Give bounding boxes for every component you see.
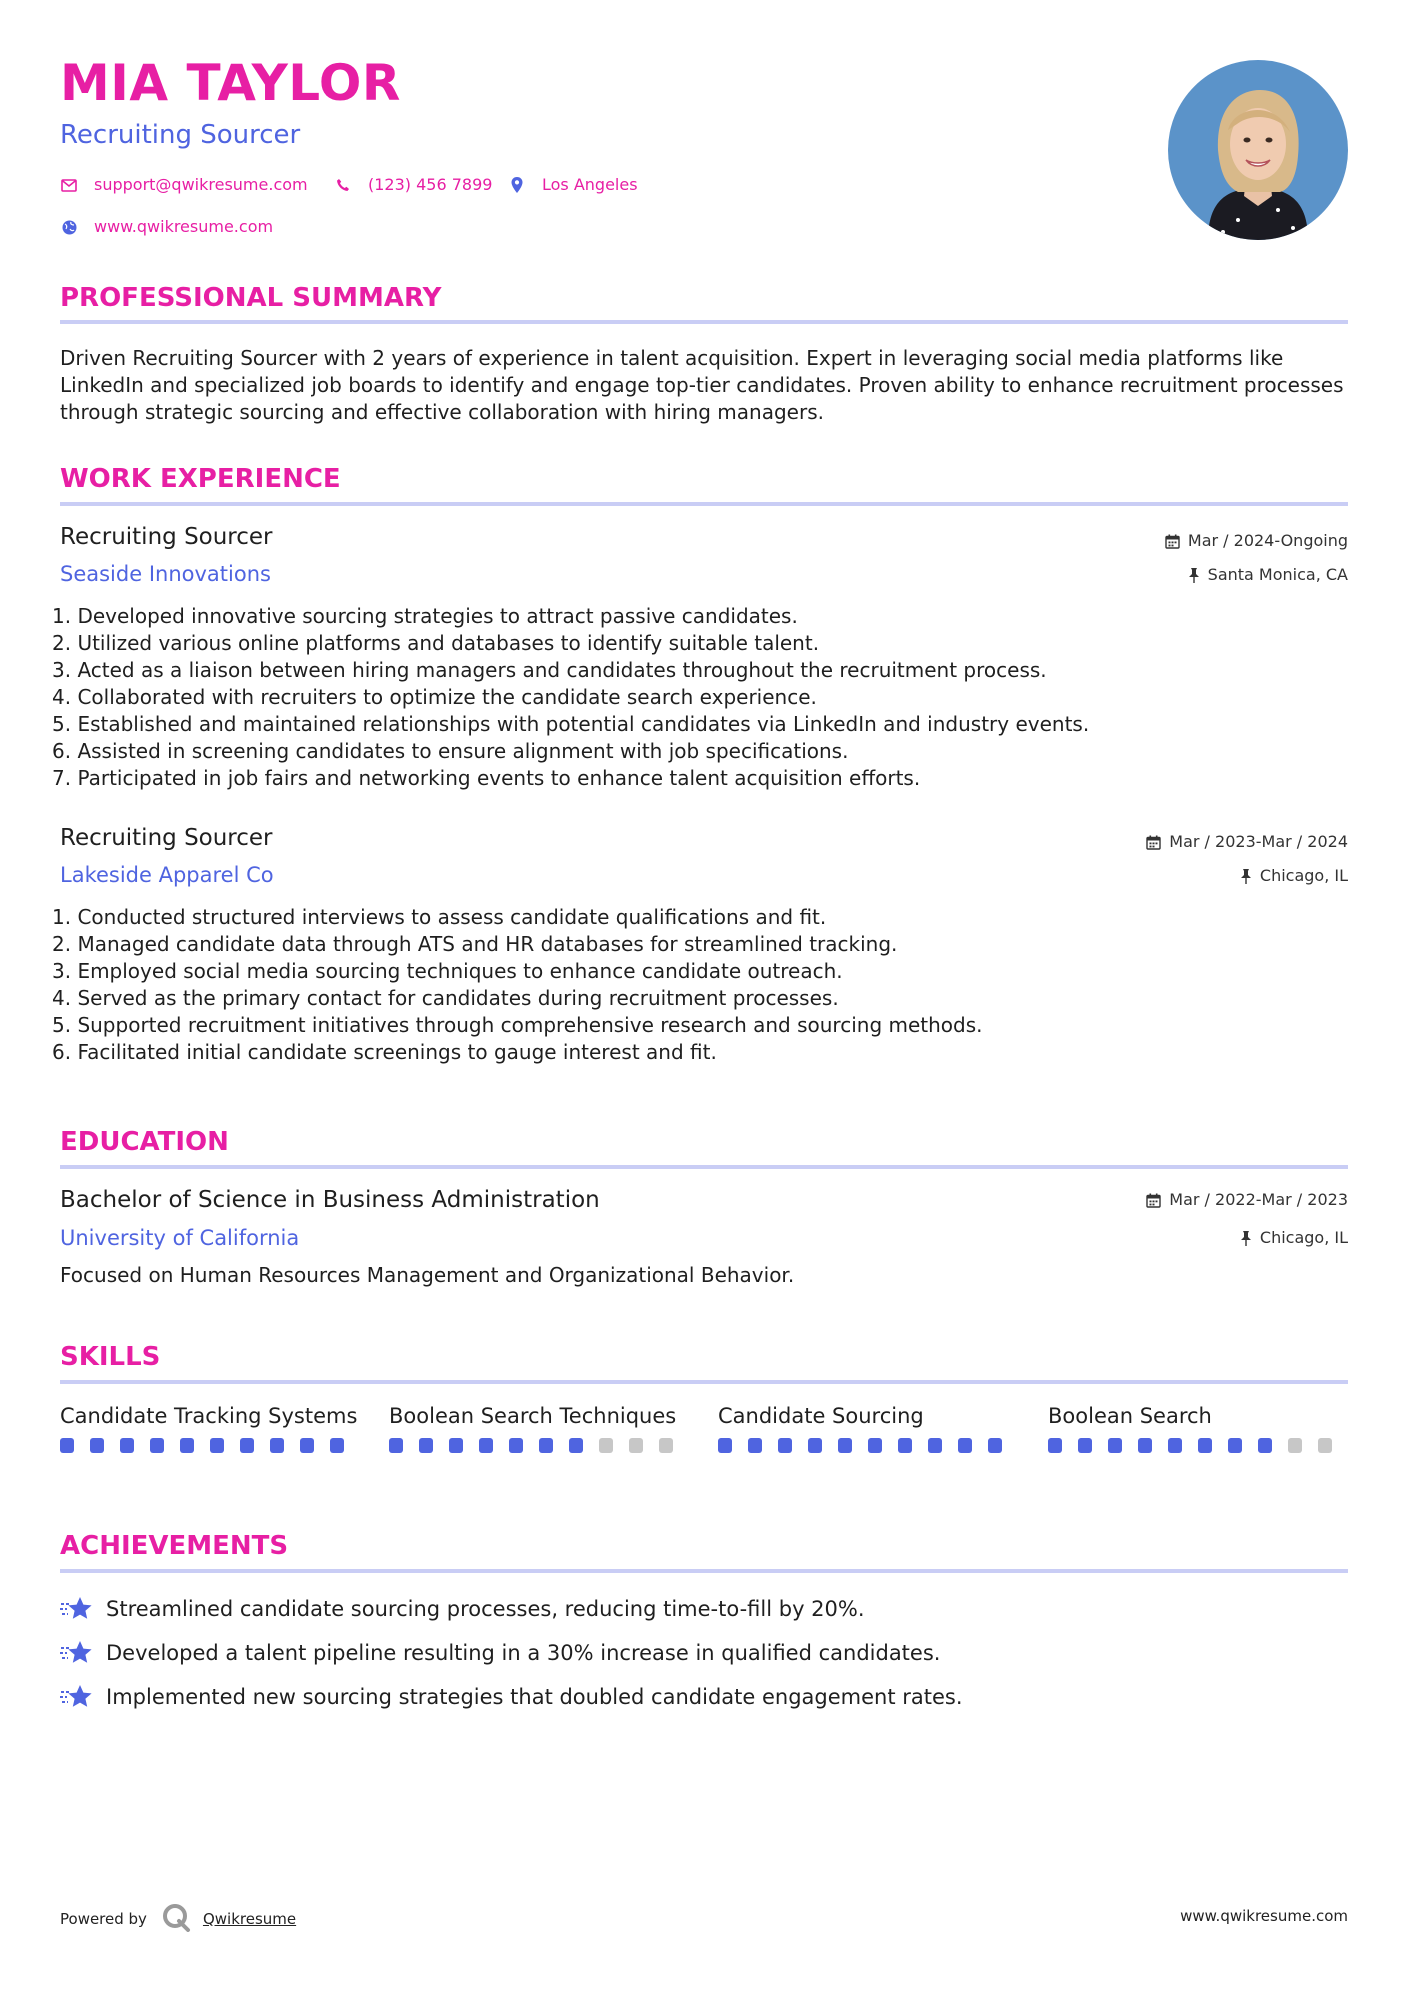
skill-rating xyxy=(718,1438,1018,1453)
rating-dot-filled xyxy=(1168,1438,1182,1453)
pushpin-icon xyxy=(1240,869,1252,884)
email-text[interactable]: support@qwikresume.com xyxy=(94,175,308,194)
rating-dot-filled xyxy=(988,1438,1002,1453)
summary-heading: PROFESSIONAL SUMMARY xyxy=(60,283,442,313)
location-text: Los Angeles xyxy=(542,175,638,194)
skills-heading: SKILLS xyxy=(60,1342,161,1372)
skills-divider xyxy=(60,1380,1348,1384)
star-icon xyxy=(60,1639,94,1667)
skill-rating xyxy=(389,1438,689,1453)
contact-email[interactable] xyxy=(60,176,308,194)
education-location xyxy=(1240,1230,1348,1246)
rating-dot-empty xyxy=(1288,1438,1302,1453)
phone-icon xyxy=(334,176,352,194)
achievement-text: Developed a talent pipeline resulting in a 30% increase in qualified candidates. xyxy=(106,1640,941,1665)
job-location xyxy=(1188,567,1348,583)
envelope-icon xyxy=(60,176,78,194)
experience-divider xyxy=(60,502,1348,506)
rating-dot-filled xyxy=(569,1438,583,1453)
rating-dot-filled xyxy=(1108,1438,1122,1453)
rating-dot-filled xyxy=(479,1438,493,1453)
skill-name: Boolean Search Techniques xyxy=(389,1404,677,1428)
job-bullets xyxy=(52,904,1352,1066)
globe-icon xyxy=(60,218,78,236)
contact-website[interactable] xyxy=(60,218,273,236)
calendar-icon xyxy=(1165,534,1180,549)
achievement-text: Streamlined candidate sourcing processes, reducing time-to-fill by 20%. xyxy=(106,1596,865,1621)
website-text[interactable]: www.qwikresume.com xyxy=(94,217,274,236)
rating-dot-empty xyxy=(629,1438,643,1453)
skill-item xyxy=(1048,1402,1348,1453)
rating-dot-filled xyxy=(539,1438,553,1453)
calendar-icon xyxy=(1146,1193,1161,1208)
achievements-divider xyxy=(60,1569,1348,1573)
list-item: 7. Participated in job fairs and networking events to enhance talent acquisition efforts. xyxy=(52,766,921,790)
job-company: Seaside Innovations xyxy=(60,562,271,586)
skill-item xyxy=(718,1402,1018,1453)
rating-dot-filled xyxy=(868,1438,882,1453)
contact-phone[interactable] xyxy=(334,176,492,194)
job-location-text: Chicago, IL xyxy=(1259,866,1348,885)
job-dates-text: Mar / 2024-Ongoing xyxy=(1187,531,1348,550)
skill-name: Boolean Search xyxy=(1048,1404,1212,1428)
education-dates-text: Mar / 2022-Mar / 2023 xyxy=(1169,1190,1348,1209)
rating-dot-filled xyxy=(270,1438,284,1453)
rating-dot-filled xyxy=(748,1438,762,1453)
job-bullets xyxy=(52,603,1352,792)
rating-dot-filled xyxy=(180,1438,194,1453)
rating-dot-filled xyxy=(838,1438,852,1453)
achievement-text: Implemented new sourcing strategies that doubled candidate engagement rates. xyxy=(106,1684,963,1709)
skill-rating xyxy=(1048,1438,1348,1453)
list-item: 4. Served as the primary contact for candidates during recruitment processes. xyxy=(52,986,839,1010)
profile-photo xyxy=(1168,60,1348,240)
rating-dot-empty xyxy=(599,1438,613,1453)
school-name: University of California xyxy=(60,1226,300,1250)
rating-dot-filled xyxy=(1048,1438,1062,1453)
education-location-text: Chicago, IL xyxy=(1259,1228,1348,1247)
pushpin-icon xyxy=(1240,1231,1252,1246)
candidate-name: MIA TAYLOR xyxy=(60,54,401,112)
list-item: 6. Facilitated initial candidate screenings to gauge interest and fit. xyxy=(52,1040,717,1064)
job-location xyxy=(1240,868,1348,884)
skill-rating xyxy=(60,1438,360,1453)
job-title: Recruiting Sourcer xyxy=(60,825,273,851)
job-location-text: Santa Monica, CA xyxy=(1207,565,1348,584)
rating-dot-empty xyxy=(659,1438,673,1453)
map-pin-icon xyxy=(508,176,526,194)
achievements-heading: ACHIEVEMENTS xyxy=(60,1531,289,1561)
rating-dot-filled xyxy=(1228,1438,1242,1453)
achievement-item xyxy=(60,1595,865,1623)
education-heading: EDUCATION xyxy=(60,1127,229,1157)
rating-dot-empty xyxy=(1318,1438,1332,1453)
phone-text[interactable]: (123) 456 7899 xyxy=(368,175,493,194)
job-dates-text: Mar / 2023-Mar / 2024 xyxy=(1169,832,1348,851)
rating-dot-filled xyxy=(778,1438,792,1453)
calendar-icon xyxy=(1146,835,1161,850)
rating-dot-filled xyxy=(898,1438,912,1453)
rating-dot-filled xyxy=(389,1438,403,1453)
contact-location xyxy=(508,176,638,194)
skill-name: Candidate Tracking Systems xyxy=(60,1404,358,1428)
skill-name: Candidate Sourcing xyxy=(718,1404,924,1428)
skill-item xyxy=(60,1402,360,1453)
list-item: 5. Established and maintained relationships with potential candidates via LinkedIn and industry events. xyxy=(52,712,1090,736)
rating-dot-filled xyxy=(1138,1438,1152,1453)
list-item: 6. Assisted in screening candidates to ensure alignment with job specifications. xyxy=(52,739,849,763)
footer-url[interactable]: www.qwikresume.com xyxy=(1180,1907,1348,1925)
summary-text: Driven Recruiting Sourcer with 2 years of experience in talent acquisition. Expert in leveraging social media platforms like LinkedIn and specialized job boards to identify and engage top-tier candidates. Proven ability to enhance recruitment processes through strategic sourcing and effective collaboration with hiring managers. xyxy=(60,346,1344,424)
skill-item xyxy=(389,1402,689,1453)
job-dates xyxy=(1146,834,1348,850)
rating-dot-filled xyxy=(419,1438,433,1453)
star-icon xyxy=(60,1683,94,1711)
job-company: Lakeside Apparel Co xyxy=(60,863,274,887)
achievement-item xyxy=(60,1683,963,1711)
rating-dot-filled xyxy=(1078,1438,1092,1453)
rating-dot-filled xyxy=(928,1438,942,1453)
list-item: 2. Managed candidate data through ATS and HR databases for streamlined tracking. xyxy=(52,932,898,956)
qwikresume-link[interactable]: Qwikresume xyxy=(202,1910,297,1928)
footer-powered-by xyxy=(60,1902,296,1936)
list-item: 2. Utilized various online platforms and databases to identify suitable talent. xyxy=(52,631,820,655)
list-item: 3. Acted as a liaison between hiring managers and candidates throughout the recruitment process. xyxy=(52,658,1047,682)
job-title: Recruiting Sourcer xyxy=(60,524,273,550)
education-dates xyxy=(1146,1192,1348,1208)
pushpin-icon xyxy=(1188,568,1200,583)
rating-dot-filled xyxy=(240,1438,254,1453)
rating-dot-filled xyxy=(90,1438,104,1453)
education-divider xyxy=(60,1165,1348,1169)
rating-dot-filled xyxy=(808,1438,822,1453)
rating-dot-filled xyxy=(958,1438,972,1453)
qwikresume-logo-icon xyxy=(161,1902,191,1936)
rating-dot-filled xyxy=(60,1438,74,1453)
list-item: 5. Supported recruitment initiatives through comprehensive research and sourcing methods. xyxy=(52,1013,983,1037)
achievement-item xyxy=(60,1639,940,1667)
rating-dot-filled xyxy=(300,1438,314,1453)
rating-dot-filled xyxy=(120,1438,134,1453)
list-item: 1. Developed innovative sourcing strategies to attract passive candidates. xyxy=(52,604,798,628)
rating-dot-filled xyxy=(509,1438,523,1453)
experience-heading: WORK EXPERIENCE xyxy=(60,464,341,494)
rating-dot-filled xyxy=(330,1438,344,1453)
summary-divider xyxy=(60,320,1348,324)
list-item: 1. Conducted structured interviews to assess candidate qualifications and fit. xyxy=(52,905,827,929)
degree-title: Bachelor of Science in Business Administration xyxy=(60,1187,600,1213)
rating-dot-filled xyxy=(718,1438,732,1453)
list-item: 3. Employed social media sourcing techniques to enhance candidate outreach. xyxy=(52,959,843,983)
candidate-role: Recruiting Sourcer xyxy=(60,120,301,150)
rating-dot-filled xyxy=(449,1438,463,1453)
rating-dot-filled xyxy=(1198,1438,1212,1453)
powered-by-label: Powered by xyxy=(60,1910,147,1928)
job-dates xyxy=(1165,533,1348,549)
rating-dot-filled xyxy=(150,1438,164,1453)
education-note: Focused on Human Resources Management and Organizational Behavior. xyxy=(60,1263,795,1287)
rating-dot-filled xyxy=(210,1438,224,1453)
list-item: 4. Collaborated with recruiters to optimize the candidate search experience. xyxy=(52,685,817,709)
star-icon xyxy=(60,1595,94,1623)
rating-dot-filled xyxy=(1258,1438,1272,1453)
